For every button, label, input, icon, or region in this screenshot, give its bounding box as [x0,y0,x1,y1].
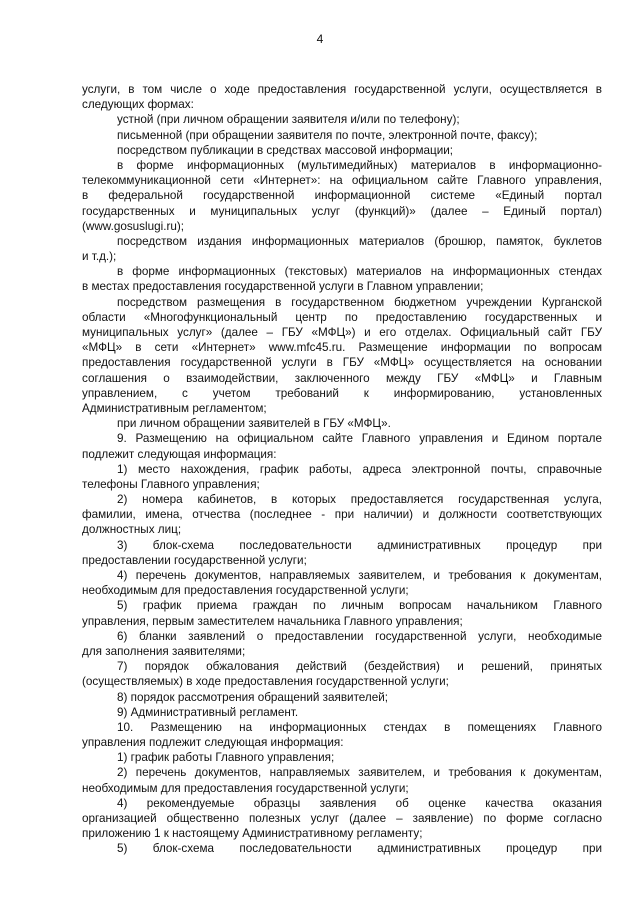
text-line: посредством издания информационных материалов (брошюр, памяток, буклетов [117,234,602,248]
text-line: устной (при личном обращении заявителя и/или по телефону); [117,113,460,127]
text-line: 9) Административный регламент. [117,705,299,719]
text-line: 4) перечень документов, направляемых заявителем, и требования к документам, [117,569,602,582]
text-line: 9. Размещению на официальном сайте Главного управления и Едином портале [117,432,602,446]
text-line: должностных лиц; [82,523,182,537]
text-line: и т.д.); [82,250,117,264]
text-line: управления подлежит следующая информация: [82,736,344,750]
text-line: 1) место нахождения, график работы, адреса электронной почты, справочные [117,462,602,476]
text-line: 5) блок-схема последовательности административных процедур при [117,842,602,856]
text-line: посредством размещения в государственном бюджетном учреждении Курганской [117,295,602,309]
text-line: телекоммуникационной сети «Интернет»: на официальном сайте Главного управления, [82,174,602,188]
text-line: для заполнения заявителями; [82,644,246,658]
text-line: 3) блок-схема последовательности административных процедур при [117,538,602,552]
text-line: управления, первым заместителем начальника Главного управления; [82,614,463,628]
text-line: (осуществляемых) в ходе предоставления государственной услуги; [82,675,449,689]
text-line: 5) график приема граждан по личным вопросам начальником Главного [117,599,602,613]
text-line: управлением, с учетом требований к информированию, установленных [82,386,602,400]
document-body [82,82,602,857]
text-line: письменной (при обращении заявителя по почте, электронной почте, факсу); [117,128,538,142]
text-line: 4) рекомендуемые образцы заявления об оценке качества оказания [117,796,602,810]
text-line: в форме информационных (текстовых) материалов на информационных стендах [117,265,602,279]
text-line: «МФЦ» в сети «Интернет» www.mfc45.ru. Размещение информации по вопросам [82,341,602,355]
text-line: предоставлении государственной услуги; [82,553,307,567]
text-line: 7) порядок обжалования действий (бездействия) и решений, принятых [117,660,602,674]
text-line: (www.gosuslugi.ru); [82,219,184,233]
text-line: необходимым для предоставления государственной услуги; [82,781,409,795]
text-line: приложению 1 к настоящему Административному регламенту; [82,827,423,841]
text-line: необходимым для предоставления государственной услуги; [82,584,409,598]
text-line: области «Многофункциональный центр по предоставлению государственных и [82,310,602,324]
page-number: 4 [316,32,324,46]
text-line: 8) порядок рассмотрения обращений заявителей; [117,690,389,704]
text-line: государственных и муниципальных услуг (функций)» (далее – Единый портал) [82,204,602,218]
text-line: соглашения о взаимодействии, заключенного между ГБУ «МФЦ» и Главным [82,371,602,385]
text-line: при личном обращении заявителей в ГБУ «МФЦ». [117,417,391,431]
text-line: следующих формах: [82,98,194,112]
text-line: фамилии, имена, отчества (последнее - при наличии) и должности соответствующих [82,508,602,522]
text-line: телефоны Главного управления; [82,477,260,491]
text-line: 10. Размещению на информационных стендах в помещениях Главного [117,720,602,734]
text-line: посредством публикации в средствах массовой информации; [117,143,454,157]
text-line: в местах предоставления государственной услуги в Главном управлении; [82,280,484,294]
text-line: 2) номера кабинетов, в которых предоставляется государственная услуга, [117,493,602,507]
text-line: 2) перечень документов, направляемых заявителем, и требования к документам, [117,766,602,780]
text-line: организацией общественно полезных услуг (далее – заявление) по форме согласно [82,812,602,825]
text-line: услуги, в том числе о ходе предоставления государственной услуги, осуществляется в [82,83,602,96]
text-line: подлежит следующая информация: [82,447,277,461]
text-line: 6) бланки заявлений о предоставлении государственной услуги, необходимые [117,629,602,643]
text-line: Административным регламентом; [82,401,267,415]
text-line: 1) график работы Главного управления; [117,751,335,765]
text-line: муниципальных услуг» (далее – ГБУ «МФЦ») и его отделах. Официальный сайт ГБУ [82,326,602,339]
text-line: предоставления государственной услуги в ГБУ «МФЦ» осуществляется на основании [82,356,602,370]
text-line: в форме информационных (мультимедийных) материалов в информационно- [117,158,602,172]
text-line: в федеральной государственной информационной системе «Единый портал [82,189,602,203]
